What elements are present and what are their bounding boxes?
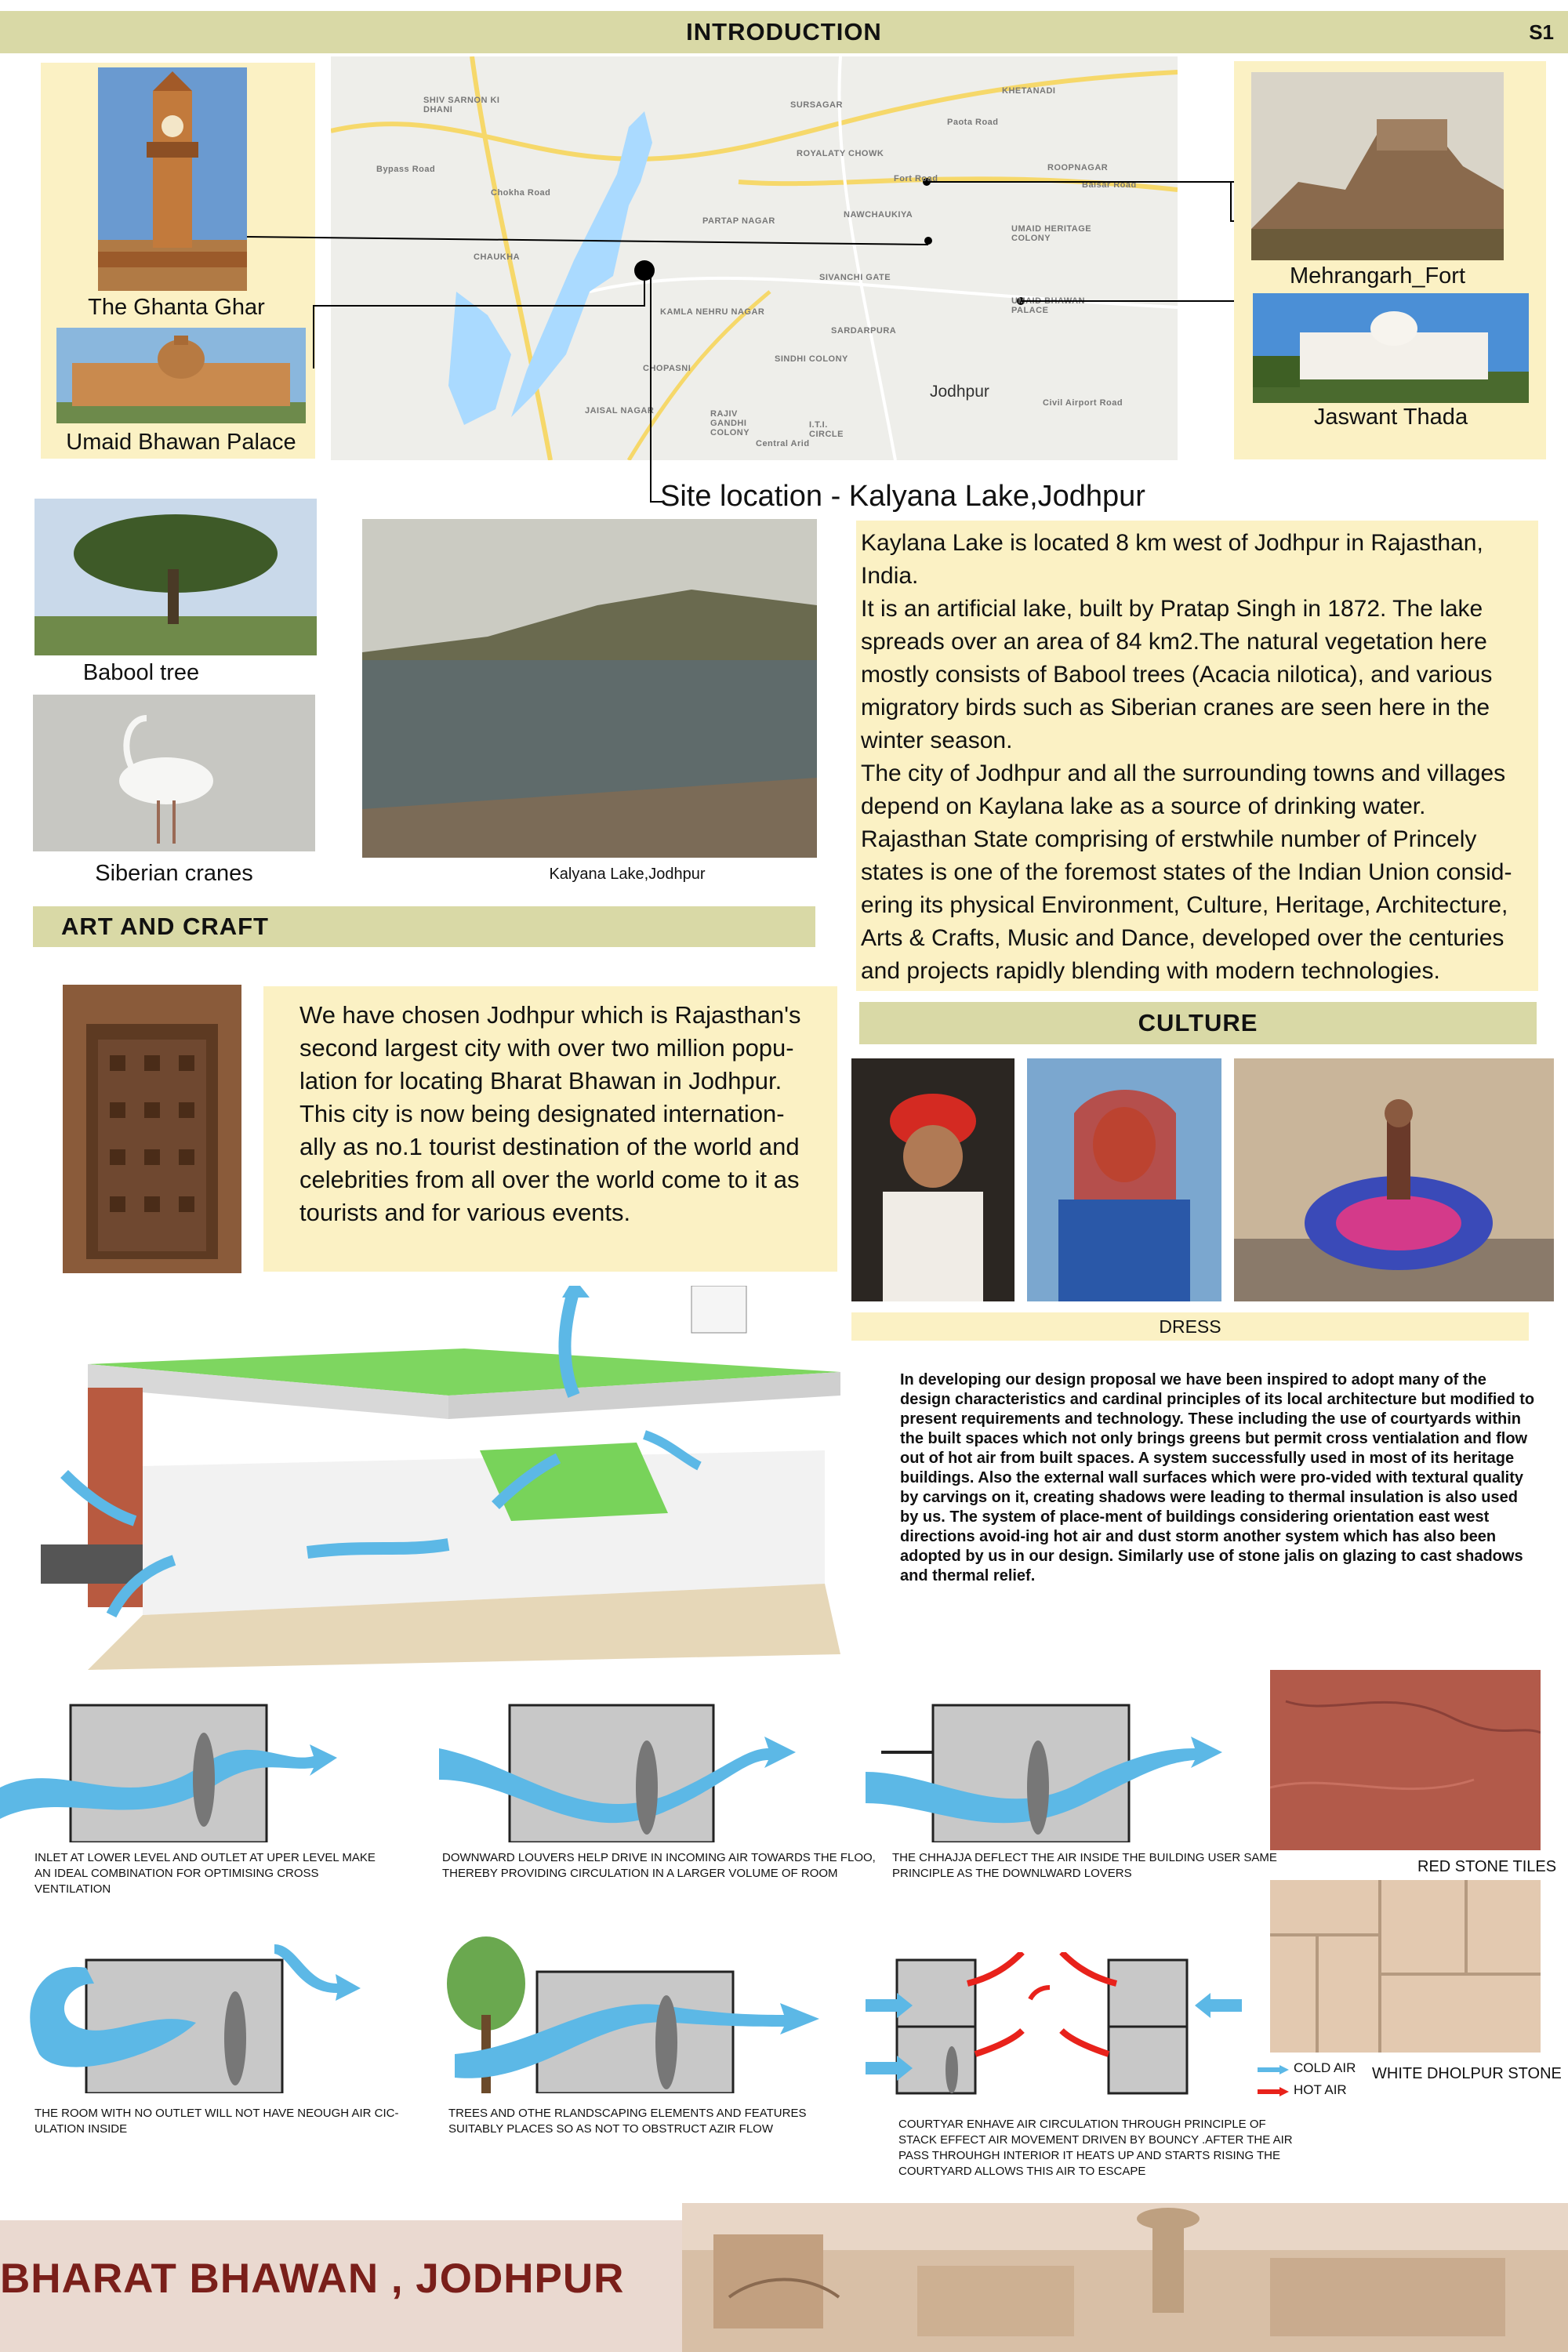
jaswant-thada-caption: Jaswant Thada [1313,405,1468,430]
babool-tree-photo [34,499,317,655]
diagram-caption: TREES AND OTHE RLANDSCAPING ELEMENTS AND FEATURES SUITABLY PLACES SO AS NOT TO OBSTRUCT AZIR FLOW [448,2107,807,2136]
carved-door-photo [63,985,241,1273]
red-stone-caption: RED STONE TILES [1417,1858,1557,1875]
diagram-trees [439,1929,823,2093]
map-label: UMAID BHAWAN PALACE [1011,296,1085,315]
culture-title: CULTURE [1138,1009,1258,1036]
sheet-number: S1 [1529,20,1554,44]
culture-caption: DRESS [851,1312,1529,1341]
map-label: UMAID HERITAGE COLONY [1011,224,1092,243]
diagram-downward-louvers [439,1701,800,1842]
diagram-caption: THE ROOM WITH NO OUTLET WILL NOT HAVE NEOUGH AIR CIC-ULATION INSIDE [34,2107,399,2136]
diagram-chhajja [866,1701,1226,1842]
culture-photo-dance [1234,1058,1554,1301]
siberian-crane-photo [33,695,315,851]
diagram-caption: THE CHHAJJA DEFLECT THE AIR INSIDE THE BUILDING USER SAME PRINCIPLE AS THE DOWNLWARD LOVERS [892,1851,1277,1880]
diagram-caption: INLET AT LOWER LEVEL AND OUTLET AT UPER LEVEL MAKE AN IDEAL COMBINATION FOR OPTIMISING CROSS VENTILATION [34,1851,376,1896]
map-label: CHOPASNI [643,364,691,373]
page-title: INTRODUCTION [686,18,882,45]
map-road-label: Bypass Road [376,165,436,174]
map-label: SARDARPURA [831,326,897,336]
map-label: KHETANADI [1002,86,1056,96]
umaid-bhawan-caption: Umaid Bhawan Palace [66,430,296,455]
map-label: SURSAGAR [790,100,843,110]
map-label: SHIV SARNON KI DHANI [423,96,500,114]
culture-bar [859,1002,1537,1044]
cold-air-legend-icon [1258,2065,1289,2074]
cold-air-legend-label: COLD AIR [1294,2060,1356,2075]
diagram-courtyard [866,1952,1242,2101]
map-road-label: Civil Airport Road [1043,398,1123,408]
art-craft-bar [33,906,815,947]
map-label: ROOPNAGAR [1047,163,1109,172]
map-road-label: Fort Road [894,174,938,183]
hot-air-legend-label: HOT AIR [1294,2082,1347,2097]
site-location-title: Site location - Kalyana Lake,Jodhpur [660,480,1145,513]
design-description: In developing our design proposal we have been inspired to adopt many of the design characteristics and cardinal principles of its local architecture but modified to present requirements and technology. These including the use of courtyards within the built spaces which not only brings greens but permit cross ventialation and flow out of hot air from built spaces. A system successfully used in most of its heritage buildings. Also the external wall surfaces which were pro-vided with textural quality by carvings on it, creating shadows were leading to thermal insulation is also used by us. The system of place-ment of buildings considering orientation east west directions avoid-ing hot air and dust storm another system which has also been adopted by us in our design. Similarly use of stone jalis on glazing to cast shadows and thermal relief. [900,1371,1535,1584]
map-label: JAISAL NAGAR [585,406,655,416]
map-label: PARTAP NAGAR [702,216,775,226]
map-label: SINDHI COLONY [775,354,848,364]
map-label: NAWCHAUKIYA [844,210,913,220]
jaswant-thada-photo [1253,293,1529,403]
footer-title: BHARAT BHAWAN , JODHPUR [0,2256,625,2302]
red-stone-photo [1270,1670,1541,1850]
siberian-crane-caption: Siberian cranes [95,861,253,886]
babool-tree-caption: Babool tree [82,660,200,685]
map-road-label: Paota Road [947,118,999,127]
art-craft-text: We have chosen Jodhpur which is Rajasthan's second largest city with over two million popu-lation for locating Bharat Bhawan in Jodhpur. This city is now being designated internation-ally as no.1 tourist destination of the world and celebrities from all over the world come to it as tourists and for various events. [263,986,837,1272]
map-label: ROYALATY CHOWK [797,149,884,158]
map-road-label: Chokha Road [491,188,551,198]
diagram-cross-ventilation [0,1701,345,1842]
footer-render [682,2203,1568,2352]
mehrangarh-photo [1251,72,1504,260]
map-city-label: Jodhpur [930,383,989,401]
culture-photo-man [851,1058,1014,1301]
map-road-label: Balsar Road [1082,180,1137,190]
map-label: Central Arid [756,439,810,448]
hot-air-legend-icon [1258,2087,1289,2096]
diagram-caption: COURTYAR ENHAVE AIR CIRCULATION THROUGH PRINCIPLE OF STACK EFFECT AIR MOVEMENT DRIVEN BY BOUNCY .AFTER THE AIR PASS THROUHGH INTERIOR IT HEATS UP AND STARTS RISING THE COURTYARD ALLOWS THIS AIR TO ESCAPE [898,2118,1293,2178]
white-dholpur-photo [1270,1880,1541,2053]
diagram-no-outlet [8,1936,368,2093]
kalyana-lake-caption: Kalyana Lake,Jodhpur [549,866,706,883]
diagram-caption: DOWNWARD LOUVERS HELP DRIVE IN INCOMING AIR TOWARDS THE FLOO, THEREBY PROVIDING CIRCULATION IN A LARGER VOLUME OF ROOM [442,1851,876,1880]
map-label: CHAUKHA [474,252,521,262]
art-craft-title: ART AND CRAFT [61,913,269,940]
map-label: I.T.I. CIRCLE [809,420,844,439]
map-label: KAMLA NEHRU NAGAR [660,307,765,317]
mehrangarh-caption: Mehrangarh_Fort [1289,263,1466,289]
map-label: SIVANCHI GATE [819,273,891,282]
white-dholpur-caption: WHITE DHOLPUR STONE [1372,2065,1562,2082]
ghanta-ghar-caption: The Ghanta Ghar [88,295,265,320]
map-label: RAJIV GANDHI COLONY [710,409,750,437]
kalyana-lake-photo [362,519,817,858]
building-section-illustration [41,1286,856,1670]
lake-description: Kaylana Lake is located 8 km west of Jodhpur in Rajasthan, India. It is an artificial lake, built by Pratap Singh in 1872. The lake spreads over an area of 84 km2.The natural vegetation here mostly consists of Babool trees (Acacia nilotica), and various migratory birds such as Siberian cranes are seen here in the winter season. The city of Jodhpur and all the surrounding towns and villages depend on Kaylana lake as a source of drinking water. Rajasthan State comprising of erstwhile number of Princely states is one of the foremost states of the Indian Union consid-ering its physical Environment, Culture, Heritage, Architecture, Arts & Crafts, Music and Dance, developed over the centuries and projects rapidly blending with modern technologies. [856,521,1538,991]
culture-photo-woman [1027,1058,1221,1301]
